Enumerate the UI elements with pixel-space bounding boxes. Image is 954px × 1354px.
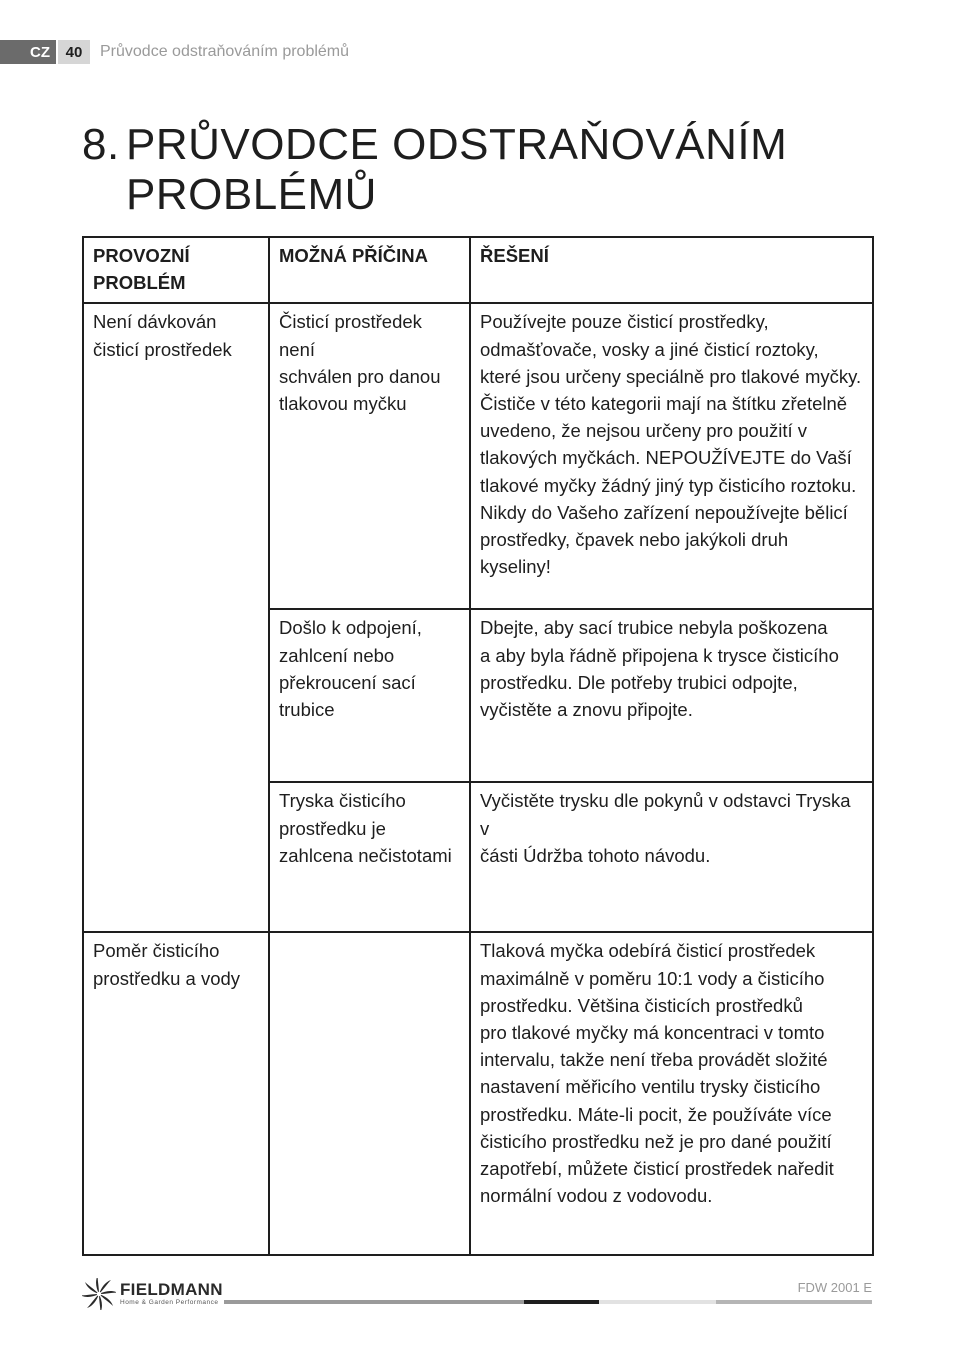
header-possible-cause: MOŽNÁ PŘÍČINA bbox=[269, 237, 470, 303]
troubleshooting-table bbox=[82, 236, 874, 1256]
brand-tagline: Home & Garden Performance bbox=[120, 1299, 219, 1306]
problem-cell: Není dávkován čisticí prostředek bbox=[83, 303, 269, 932]
table-row bbox=[83, 932, 873, 1255]
header-operating-problem: PROVOZNÍ PROBLÉM bbox=[83, 237, 269, 303]
cause-cell: Čisticí prostředek není schválen pro danou tlakovou myčku bbox=[269, 303, 470, 609]
solution-cell: Dbejte, aby sací trubice nebyla poškozena a aby byla řádně připojena k trysce čisticího prostředku. Dle potřeby trubici odpojte, vyčistěte a znovu připojte. bbox=[470, 609, 873, 782]
chapter-title-line-2: PROBLÉMŮ bbox=[126, 170, 377, 219]
table-row bbox=[83, 303, 873, 609]
cause-cell bbox=[269, 932, 470, 1255]
solution-cell: Používejte pouze čisticí prostředky, odmašťovače, vosky a jiné čisticí roztoky, které jsou určeny speciálně pro tlakové myčky. Čističe v této kategorii mají na štítku zřetelně uvedeno, že nejsou určeny pro použití v tlakových myčkách. NEPOUŽÍVEJTE do Vaší tlakové myčky žádný jiný typ čisticího roztoku. Nikdy do Vašeho zařízení nepoužívejte bělicí prostředky, čpavek nebo jakýkoli druh kyseliny! bbox=[470, 303, 873, 609]
footer-rule-mid bbox=[716, 1300, 872, 1304]
solution-cell: Tlaková myčka odebírá čisticí prostředek maximálně v poměru 10:1 vody a čisticího prostředku. Většina čisticích prostředků pro tlakové myčky má koncentraci v tomto intervalu, takže není třeba provádět složité nastavení měřicího ventilu trysky čisticího prostředku. Máte-li pocit, že používáte více čisticího prostředku než je pro dané použití zapotřebí, můžete čisticí prostředek naředit normální vodou z vodovodu. bbox=[470, 932, 873, 1255]
fieldmann-logo bbox=[82, 1278, 223, 1310]
cause-cell: Došlo k odpojení, zahlcení nebo překroucení sací trubice bbox=[269, 609, 470, 782]
chapter-number: 8. bbox=[82, 120, 120, 169]
cause-cell: Tryska čisticího prostředku je zahlcena nečistotami bbox=[269, 782, 470, 932]
fan-swirl-icon bbox=[82, 1278, 116, 1310]
model-number: FDW 2001 E bbox=[797, 1280, 872, 1295]
page-number: 40 bbox=[58, 40, 90, 64]
language-badge: CZ bbox=[0, 40, 56, 64]
brand-name: FIELDMANN bbox=[120, 1280, 223, 1299]
footer-rule-dark bbox=[524, 1300, 599, 1304]
running-section-title: Průvodce odstraňováním problémů bbox=[100, 43, 350, 60]
solution-cell: Vyčistěte trysku dle pokynů v odstavci Tryska v části Údržba tohoto návodu. bbox=[470, 782, 873, 932]
problem-cell: Poměr čisticího prostředku a vody bbox=[83, 932, 269, 1255]
footer-rule-light bbox=[599, 1300, 716, 1304]
chapter-title bbox=[82, 120, 787, 220]
page-header bbox=[0, 40, 349, 64]
chapter-title-line-1: PRŮVODCE ODSTRAŇOVÁNÍM bbox=[126, 120, 788, 169]
table-header-row bbox=[83, 237, 873, 303]
footer-rule-grey bbox=[224, 1300, 524, 1304]
header-solution: ŘEŠENÍ bbox=[470, 237, 873, 303]
